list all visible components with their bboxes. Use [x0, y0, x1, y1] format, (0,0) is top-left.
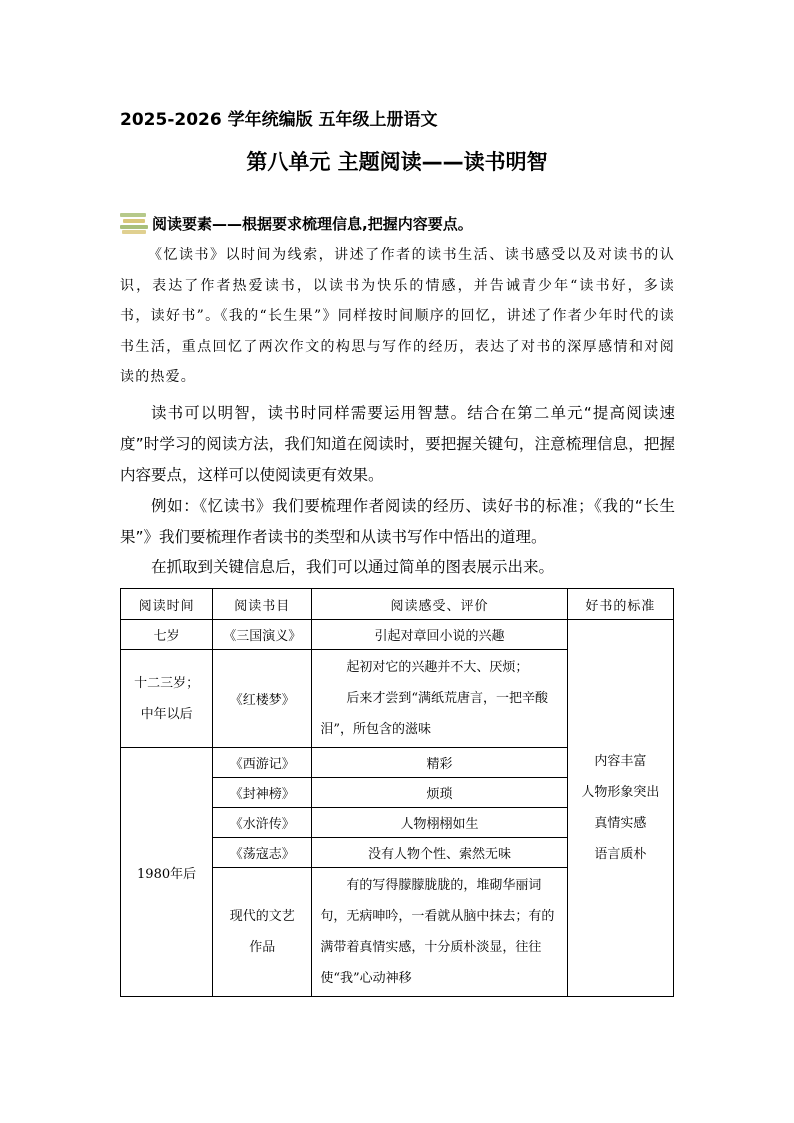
cell-feeling — [312, 650, 567, 748]
table-header-row — [121, 589, 674, 620]
cell-good-book-standard — [567, 620, 673, 997]
section-heading-text: 阅读要素——根据要求梳理信息,把握内容要点。 — [152, 214, 473, 233]
standard-item: 真情实感 — [594, 816, 647, 831]
cell-book: 《红楼梦》 — [213, 650, 312, 748]
paragraph-chart-intro: 在抓取到关键信息后，我们可以通过简单的图表展示出来。 — [151, 558, 555, 576]
section-heading — [120, 212, 473, 234]
cell-time-line: 十二三岁； — [134, 675, 200, 691]
standard-item: 人物形象突出 — [581, 785, 660, 800]
course-header: 2025-2026 学年统编版 五年级上册语文 — [120, 110, 438, 130]
cell-feeling-line: 起初对它的兴趣并不大、厌烦； — [346, 660, 529, 675]
cell-book-line: 现代的文艺 — [229, 909, 295, 924]
cell-time: 七岁 — [121, 620, 213, 650]
paragraph-example: 例如：《忆读书》我们要梳理作者阅读的经历、读好书的标准；《我的“长生果”》我们要梳理作者读书的类型和从读书写作中悟出的道理。 — [120, 497, 675, 546]
reading-table — [120, 588, 674, 997]
cell-book — [213, 868, 312, 997]
cell-book: 《封神榜》 — [213, 778, 312, 808]
standard-item: 内容丰富 — [594, 754, 647, 769]
header-good-book-standard: 好书的标准 — [567, 589, 673, 620]
cell-book: 《西游记》 — [213, 748, 312, 778]
paragraph-summary: 《忆读书》以时间为线索，讲述了作者的读书生活、读书感受以及对读书的认识，表达了作者热爱读书，以读书为快乐的情感，并告诫青少年“读书好，多读书，读好书”。《我的“长生果”》同样按时间顺序的回忆，讲述了作者少年时代的读书生活，重点回忆了两次作文的构思与写作的经历，表达了对书的深厚感情和对阅读的热爱。 — [120, 247, 675, 385]
cell-time: 1980年后 — [121, 748, 213, 997]
cell-time — [121, 650, 213, 748]
cell-time-line: 中年以后 — [140, 706, 193, 722]
cell-book-line: 作品 — [249, 940, 276, 955]
cell-book: 《荡寇志》 — [213, 838, 312, 868]
cell-feeling: 没有人物个性、索然无味 — [312, 838, 567, 868]
table-row — [121, 620, 674, 650]
header-feeling: 阅读感受、评价 — [312, 589, 567, 620]
header-book-title: 阅读书目 — [213, 589, 312, 620]
cell-feeling-text: 有的写得朦朦胧胧的，堆砌华丽词句，无病呻吟，一看就从脑中抹去；有的满带着真情实感，十分质朴淡显，往往使“我”心动神移 — [320, 878, 555, 986]
cell-feeling: 引起对章回小说的兴趣 — [312, 620, 567, 650]
cell-feeling — [312, 868, 567, 997]
standard-item: 语言质朴 — [594, 847, 647, 862]
page-title: 第八单元 主题阅读——读书明智 — [246, 150, 548, 174]
cell-feeling: 烦琐 — [312, 778, 567, 808]
books-icon — [120, 212, 150, 234]
header-reading-time: 阅读时间 — [121, 589, 213, 620]
paragraph-method: 读书可以明智，读书时同样需要运用智慧。结合在第二单元“提高阅读速度”时学习的阅读方法，我们知道在阅读时，要把握关键句，注意梳理信息，把握内容要点，这样可以使阅读更有效果。 — [120, 404, 675, 484]
cell-book: 《水浒传》 — [213, 808, 312, 838]
cell-feeling-line: 后来才尝到“满纸荒唐言，一把辛酸泪”，所包含的滋味 — [320, 691, 548, 737]
cell-book: 《三国演义》 — [213, 620, 312, 650]
cell-feeling: 人物栩栩如生 — [312, 808, 567, 838]
cell-feeling: 精彩 — [312, 748, 567, 778]
